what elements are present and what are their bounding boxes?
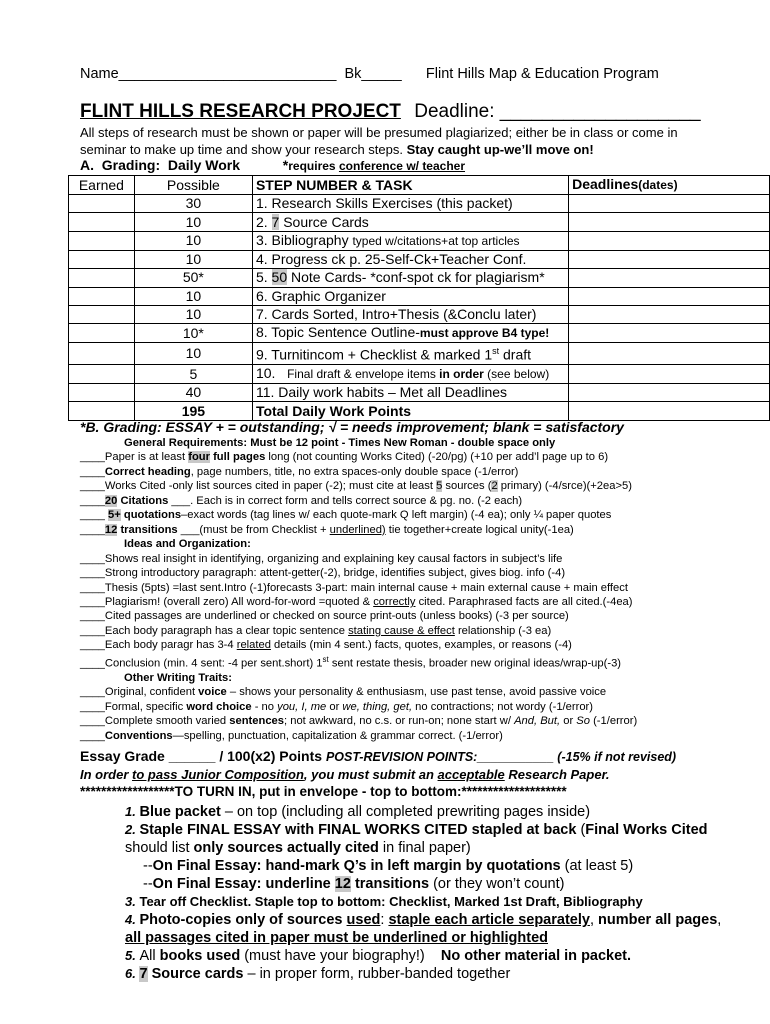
list-item: 5. All books used (must have your biography!) No other material in packet. [125, 948, 632, 965]
table-row: 10 7. Cards Sorted, Intro+Thesis (&Conclu later) [69, 305, 770, 323]
essay-grade-line[interactable]: Essay Grade ______ / 100(x2) Points POST-REVISION POINTS:___________ (-15% if not revised) [80, 748, 677, 765]
criteria-line[interactable]: ____Each body paragraph has a clear topic sentence stating cause & effect relationship (-3 ea) [80, 624, 552, 637]
ideas-heading: Ideas and Organization: [124, 538, 251, 551]
criteria-line[interactable]: ____Each body paragr has 3-4 related details (min 4 sent.) facts, quotes, examples, or reasons (-4) [80, 639, 572, 652]
table-row: 5 10. Final draft & envelope items in order (see below) [69, 365, 770, 384]
essay-grading-section [80, 418, 730, 983]
bk-field[interactable]: Bk_____ [344, 66, 402, 82]
program-name: Flint Hills Map & Education Program [425, 66, 659, 82]
section-a-heading: A. Grading: Daily Work *requires conference w/ teacher [80, 157, 466, 173]
criteria-line[interactable]: ____Correct heading, page numbers, title, no extra spaces-only double space (-1/error) [80, 465, 519, 478]
criteria-line[interactable]: ____Complete smooth varied sentences; not awkward, no c.s. or run-on; none start w/ And, But, or So (-1/error) [80, 715, 638, 728]
table-row: 30 1. Research Skills Exercises (this packet) [69, 195, 770, 213]
title-line [80, 101, 701, 123]
criteria-line[interactable]: ____Formal, specific word choice - no you, I, me or we, thing, get, no contractions; not wordy (-1/error) [80, 700, 593, 713]
general-requirements-heading: General Requirements: Must be 12 point - Times New Roman - double space only [124, 437, 556, 449]
table-row: 40 11. Daily work habits – Met all Deadlines [69, 384, 770, 402]
criteria-line[interactable]: ____Conclusion (min. 4 sent: -4 per sent.short) 1st sent restate thesis, broader new original ideas/wrap-up(-3) [80, 654, 622, 670]
table-header-row: Earned Possible STEP NUMBER & TASK Deadlines(dates) [69, 176, 770, 195]
intro-paragraph: All steps of research must be shown or paper will be presumed plagiarized; either be in class or come in seminar to make up time and show your research steps. Stay caught up-we’ll move on! [80, 125, 678, 157]
other-traits-heading: Other Writing Traits: [124, 671, 232, 684]
list-item: 6. 7 Source cards – in proper form, rubber-banded together [125, 966, 511, 983]
criteria-line[interactable]: ____12 transitions ___(must be from Checklist + underlined) tie together+create logical unity(-1ea) [80, 523, 574, 536]
list-item: 4. Photo-copies only of sources used: staple each article separately, number all pages, all passages cited in paper must be underlined or highlighted [125, 912, 722, 947]
criteria-line[interactable]: ____Shows real insight in identifying, organizing and explaining key causal factors in subject’s life [80, 552, 563, 565]
table-row: 10 9. Turnitincom + Checklist & marked 1st draft [69, 343, 770, 365]
table-row: 10 4. Progress ck p. 25-Self-Ck+Teacher Conf. [69, 250, 770, 268]
turn-in-heading: ******************TO TURN IN, put in envelope - top to bottom:******************** [80, 784, 567, 800]
table-row: 10 6. Graphic Organizer [69, 287, 770, 305]
list-item: 3. Tear off Checklist. Staple top to bottom: Checklist, Marked 1st Draft, Bibliography [125, 894, 643, 910]
criteria-line[interactable]: ____Plagiarism! (overall zero) All word-for-word =quoted & correctly cited. Paraphrased facts are all cited.(-4ea) [80, 595, 633, 608]
criteria-line[interactable]: ____ 5+ quotations–exact words (tag lines w/ each quote-mark Q left margin) (-4 ea); only ¼ paper quotes [80, 509, 612, 522]
table-row: 50* 5. 50 Note Cards- *conf-spot ck for plagiarism* [69, 269, 770, 287]
list-item: 1. Blue packet – on top (including all completed prewriting pages inside) [125, 804, 591, 821]
criteria-line[interactable]: ____Strong introductory paragraph: attent-getter(-2), bridge, identifies subject, gives biog. info (-4) [80, 567, 566, 580]
criteria-line[interactable]: ____Thesis (5pts) =last sent.Intro (-1)forecasts 3-part: main internal cause + main external cause + main effect [80, 581, 628, 594]
list-item: --On Final Essay: hand-mark Q’s in left margin by quotations (at least 5) [143, 858, 634, 875]
turn-in-list [80, 803, 730, 983]
criteria-line[interactable]: ____Paper is at least four full pages long (not counting Works Cited) (-20/pg) (+10 per add’l page up to 6) [80, 451, 609, 464]
criteria-line[interactable]: ____Original, confident voice – shows your personality & enthusiasm, use past tense, avoid passive voice [80, 686, 607, 699]
daily-work-table [68, 175, 770, 421]
deadline-field[interactable]: Deadline: ___________________ [414, 101, 701, 122]
criteria-line[interactable]: ____Cited passages are underlined or checked on source print-outs (unless books) (-3 per source) [80, 610, 569, 623]
criteria-line[interactable]: ____Works Cited -only list sources cited in paper (-2); must cite at least 5 sources (2 primary) (-4/srce)(+2ea>5) [80, 480, 632, 493]
table-row: 10 2. 7 Source Cards [69, 213, 770, 231]
header-line [80, 66, 659, 82]
section-b-heading: *B. Grading: ESSAY + = outstanding; √ = needs improvement; blank = satisfactory [80, 419, 624, 435]
table-row: 10 3. Bibliography typed w/citations+at top articles [69, 231, 770, 250]
name-field[interactable]: Name___________________________ [80, 66, 337, 82]
table-total-row: 195 Total Daily Work Points [69, 402, 770, 420]
criteria-line[interactable]: ____20 Citations ___. Each is in correct form and tells correct source & pg. no. (-2 each) [80, 494, 523, 507]
list-item: 2. Staple FINAL ESSAY with FINAL WORKS CITED stapled at back (Final Works Cited should list only sources actually cited in final paper) [125, 822, 708, 857]
page-title: FLINT HILLS RESEARCH PROJECT [80, 101, 401, 122]
criteria-line[interactable]: ____Conventions—spelling, punctuation, capitalization & grammar correct. (-1/error) [80, 729, 503, 742]
table-row: 10* 8. Topic Sentence Outline-must approve B4 type! [69, 324, 770, 343]
pass-requirement: In order to pass Junior Composition, you must submit an acceptable Research Paper. [80, 767, 610, 783]
list-item: --On Final Essay: underline 12 transitions (or they won’t count) [143, 876, 565, 893]
